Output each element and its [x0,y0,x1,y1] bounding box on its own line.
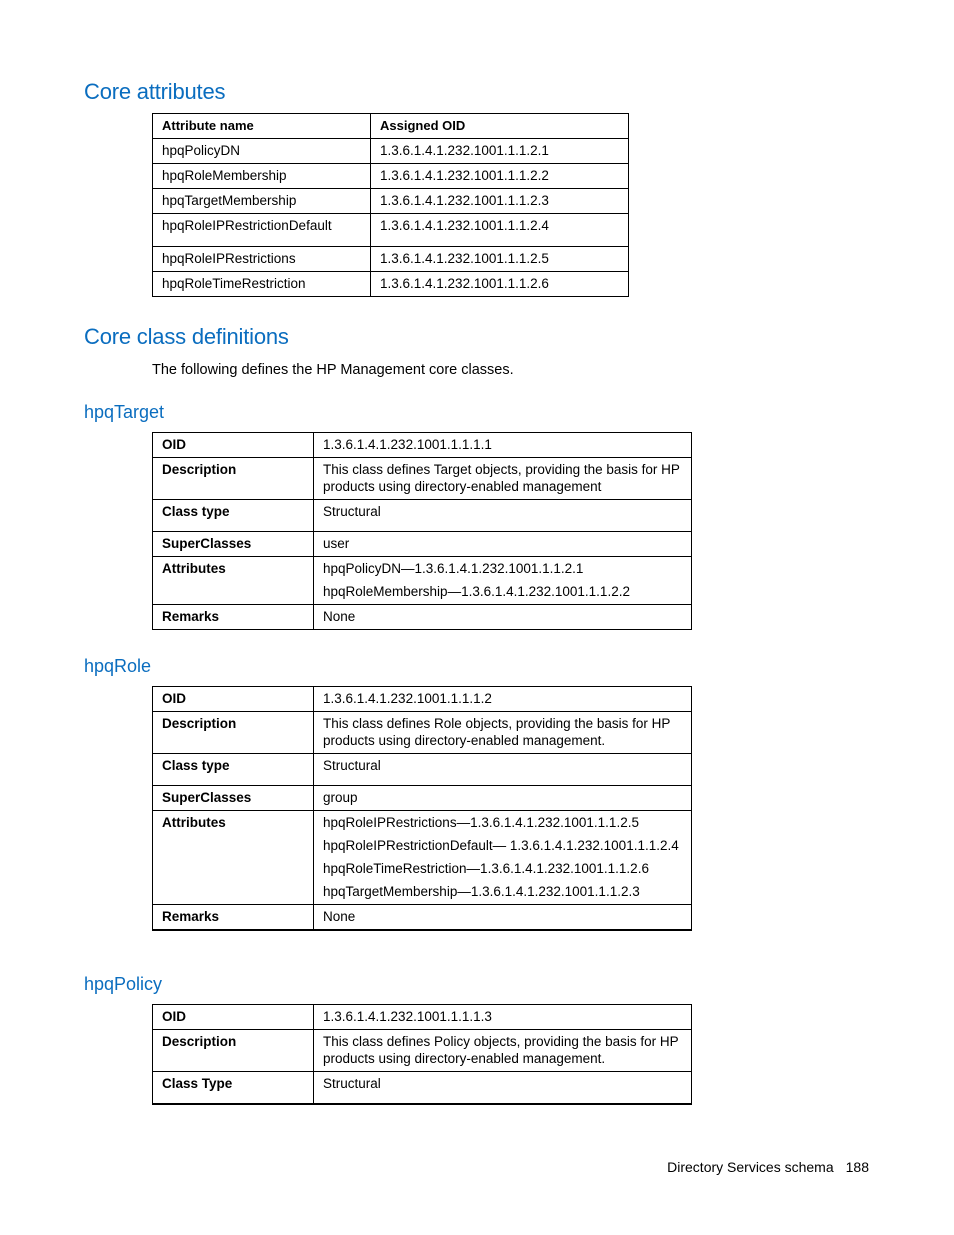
remarks-value: None [314,605,692,630]
attribute-name-cell: hpqRoleIPRestrictionDefault [153,214,371,247]
row-label: Attributes [153,557,314,605]
row-label: Description [153,712,314,754]
footer-section-title: Directory Services schema [667,1159,834,1175]
description-row [153,712,692,754]
core-classes-intro: The following defines the HP Management core classes. [152,362,514,378]
row-label: SuperClasses [153,532,314,557]
description-value: This class defines Policy objects, providing the basis for HP products using directory-enabled management. [314,1030,692,1072]
row-label: Class type [153,754,314,786]
hpqpolicy-heading: hpqPolicy [84,974,163,994]
row-label: Remarks [153,605,314,630]
class-type-value: Structural [314,500,692,532]
description-value: This class defines Role objects, providing the basis for HP products using directory-enabled management. [314,712,692,754]
oid-row [153,687,692,712]
oid-row [153,433,692,458]
table-row [153,247,629,272]
superclasses-value: user [314,532,692,557]
row-label: Attributes [153,811,314,905]
oid-value: 1.3.6.1.4.1.232.1001.1.1.1.3 [314,1005,692,1030]
remarks-row [153,605,692,630]
attributes-row [153,811,692,905]
description-row [153,1030,692,1072]
table-row [153,139,629,164]
superclasses-row [153,786,692,811]
attribute-name-cell: hpqRoleTimeRestriction [153,272,371,297]
column-header-assigned-oid: Assigned OID [371,114,629,139]
assigned-oid-cell: 1.3.6.1.4.1.232.1001.1.1.2.2 [371,164,629,189]
oid-row [153,1005,692,1030]
description-row [153,458,692,500]
class-type-row [153,1072,692,1105]
attribute-name-cell: hpqRoleIPRestrictions [153,247,371,272]
oid-value: 1.3.6.1.4.1.232.1001.1.1.1.1 [314,433,692,458]
assigned-oid-cell: 1.3.6.1.4.1.232.1001.1.1.2.6 [371,272,629,297]
class-type-row [153,500,692,532]
attribute-entry: hpqRoleIPRestrictionDefault— 1.3.6.1.4.1.232.1001.1.1.2.4 [323,838,679,853]
row-label: OID [153,1005,314,1030]
row-label: Class Type [153,1072,314,1105]
page-number: 188 [845,1159,869,1175]
table-row [153,164,629,189]
hpqtarget-heading: hpqTarget [84,402,165,422]
attributes-value [314,811,692,905]
oid-value: 1.3.6.1.4.1.232.1001.1.1.1.2 [314,687,692,712]
row-label: OID [153,433,314,458]
assigned-oid-cell: 1.3.6.1.4.1.232.1001.1.1.2.4 [371,214,629,247]
core-attributes-table [152,113,629,297]
row-label: Class type [153,500,314,532]
row-label: SuperClasses [153,786,314,811]
attributes-row [153,557,692,605]
attribute-entry: hpqRoleIPRestrictions—1.3.6.1.4.1.232.1001.1.1.2.5 [323,815,639,830]
row-label: OID [153,687,314,712]
attribute-entry: hpqPolicyDN—1.3.6.1.4.1.232.1001.1.1.2.1 [323,561,584,576]
row-label: Description [153,458,314,500]
page-footer [667,1159,869,1175]
table-row [153,189,629,214]
row-label: Remarks [153,905,314,931]
table-row [153,272,629,297]
attribute-entry: hpqRoleTimeRestriction—1.3.6.1.4.1.232.1001.1.1.2.6 [323,861,649,876]
hpqrole-heading: hpqRole [84,656,152,676]
table-header-row [153,114,629,139]
attribute-name-cell: hpqRoleMembership [153,164,371,189]
description-value: This class defines Target objects, providing the basis for HP products using directory-enabled management [314,458,692,500]
hpqrole-table [152,686,692,931]
column-header-attribute-name: Attribute name [153,114,371,139]
attribute-name-cell: hpqTargetMembership [153,189,371,214]
attribute-name-cell: hpqPolicyDN [153,139,371,164]
hpqpolicy-table [152,1004,692,1105]
class-type-value: Structural [314,1072,692,1105]
attribute-entry: hpqRoleMembership—1.3.6.1.4.1.232.1001.1.1.2.2 [323,584,630,599]
remarks-value: None [314,905,692,931]
remarks-row [153,905,692,931]
attributes-value [314,557,692,605]
hpqtarget-table [152,432,692,630]
assigned-oid-cell: 1.3.6.1.4.1.232.1001.1.1.2.3 [371,189,629,214]
superclasses-row [153,532,692,557]
assigned-oid-cell: 1.3.6.1.4.1.232.1001.1.1.2.5 [371,247,629,272]
class-type-row [153,754,692,786]
superclasses-value: group [314,786,692,811]
class-type-value: Structural [314,754,692,786]
core-class-definitions-heading: Core class definitions [84,324,289,349]
row-label: Description [153,1030,314,1072]
attribute-entry: hpqTargetMembership—1.3.6.1.4.1.232.1001.1.1.2.3 [323,884,640,899]
core-attributes-heading: Core attributes [84,79,226,104]
table-row [153,214,629,247]
assigned-oid-cell: 1.3.6.1.4.1.232.1001.1.1.2.1 [371,139,629,164]
